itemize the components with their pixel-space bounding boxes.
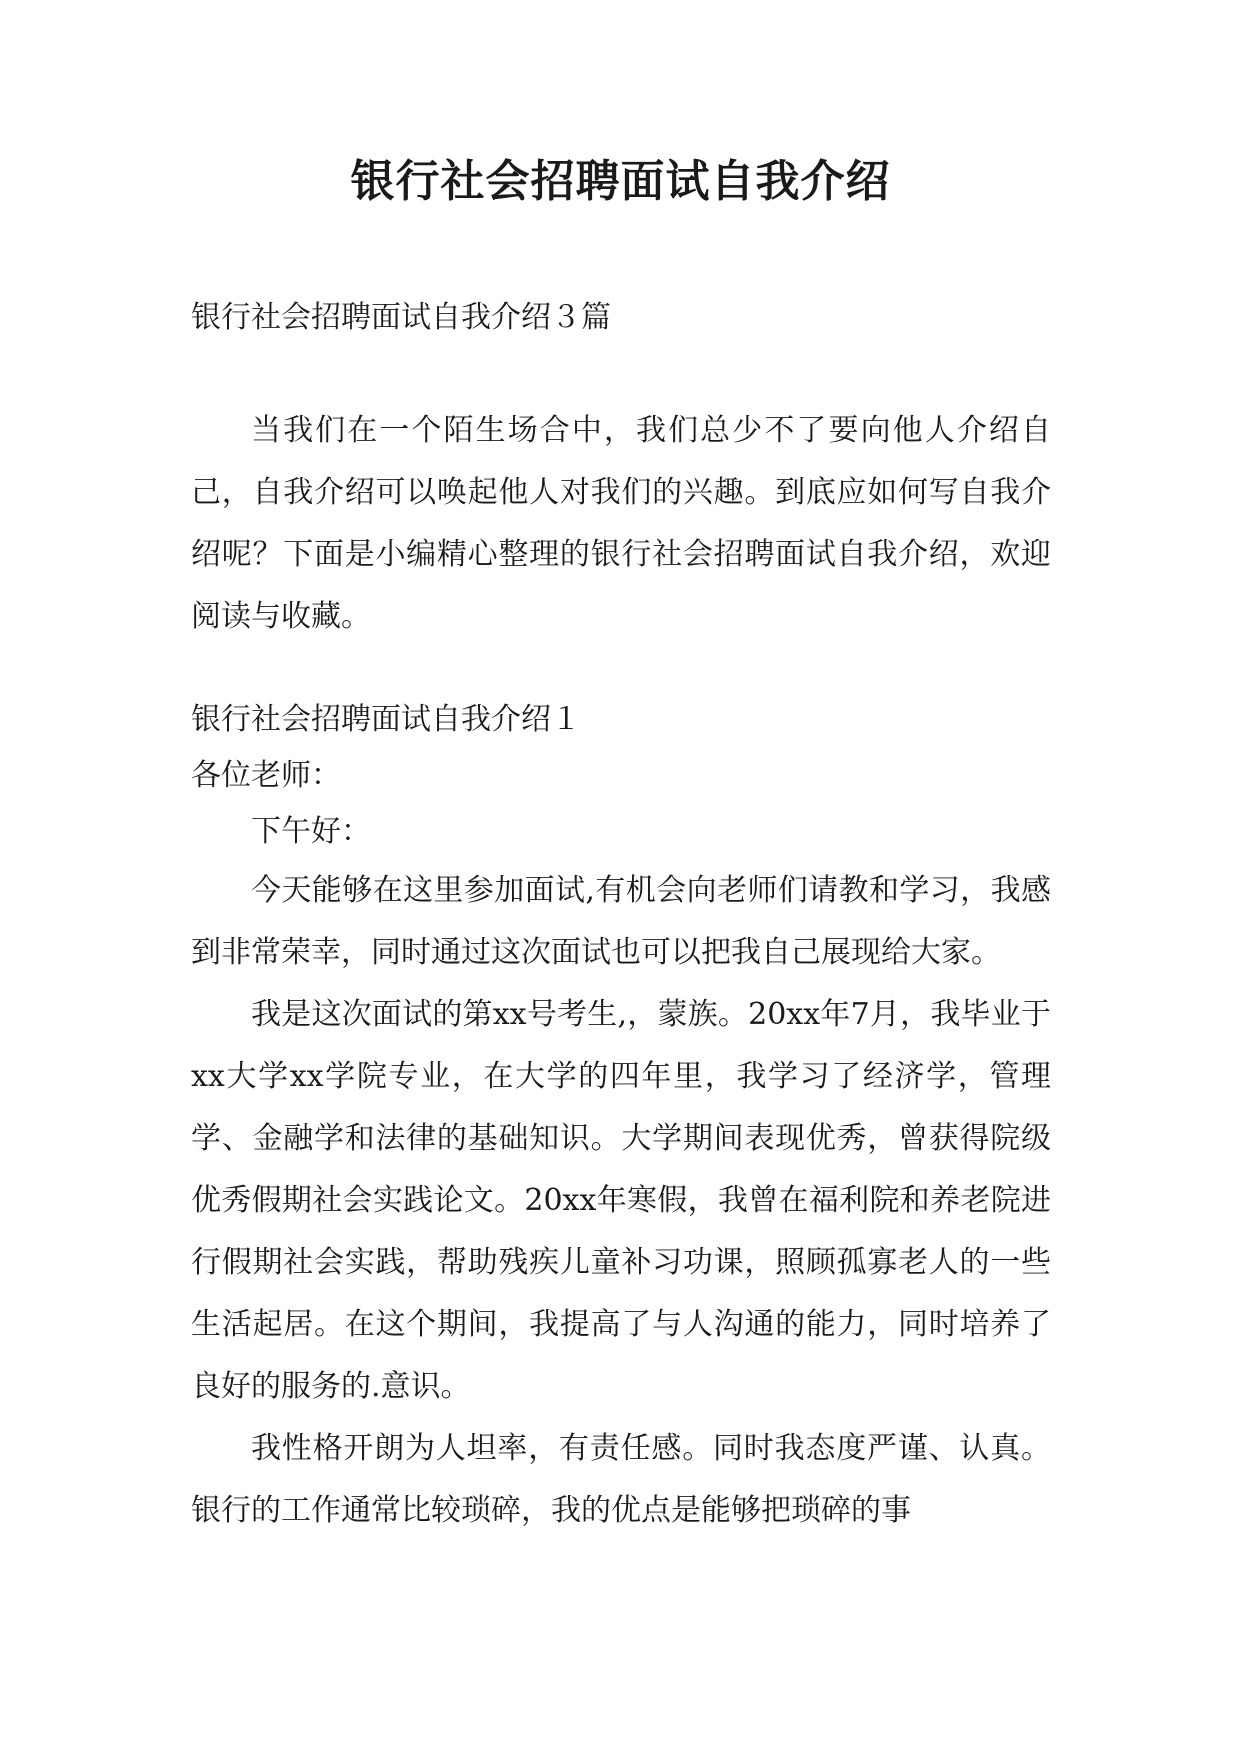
document-title: 银行社会招聘面试自我介绍: [350, 156, 891, 207]
body-paragraph: 我是这次面试的第xx号考生,，蒙族。20xx年7月，我毕业于xx大学xx学院专业，在大学的四年里，我学习了经济学，管理学、金融学和法律的基础知识。大学期间表现优秀，曾获得院级优秀假期社会实践论文。20xx年寒假，我曾在福利院和养老院进行假期社会实践，帮助残疾儿童补习功课，照顾孤寡老人的一些生活起居。在这个期间，我提高了与人沟通的能力，同时培养了良好的服务的.意识。: [191, 997, 1051, 1404]
greeting-paragraph: 下午好：: [251, 814, 371, 849]
intro-paragraph: 当我们在一个陌生场合中，我们总少不了要向他人介绍自己，自我介绍可以唤起他人对我们的兴趣。到底应如何写自我介绍呢？下面是小编精心整理的银行社会招聘面试自我介绍，欢迎阅读与收藏。: [191, 413, 1051, 634]
body-paragraph: 我性格开朗为人坦率，有责任感。同时我态度严谨、认真。银行的工作通常比较琐碎，我的优点是能够把琐碎的事: [191, 1431, 1051, 1528]
body-paragraph: 今天能够在这里参加面试,有机会向老师们请教和学习，我感到非常荣幸，同时通过这次面试也可以把我自己展现给大家。: [191, 873, 1051, 970]
salutation: 各位老师：: [191, 758, 341, 793]
letter-body: [191, 748, 1051, 1542]
document-subtitle: 银行社会招聘面试自我介绍３篇: [191, 300, 611, 335]
section-heading: 银行社会招聘面试自我介绍１: [191, 702, 581, 737]
